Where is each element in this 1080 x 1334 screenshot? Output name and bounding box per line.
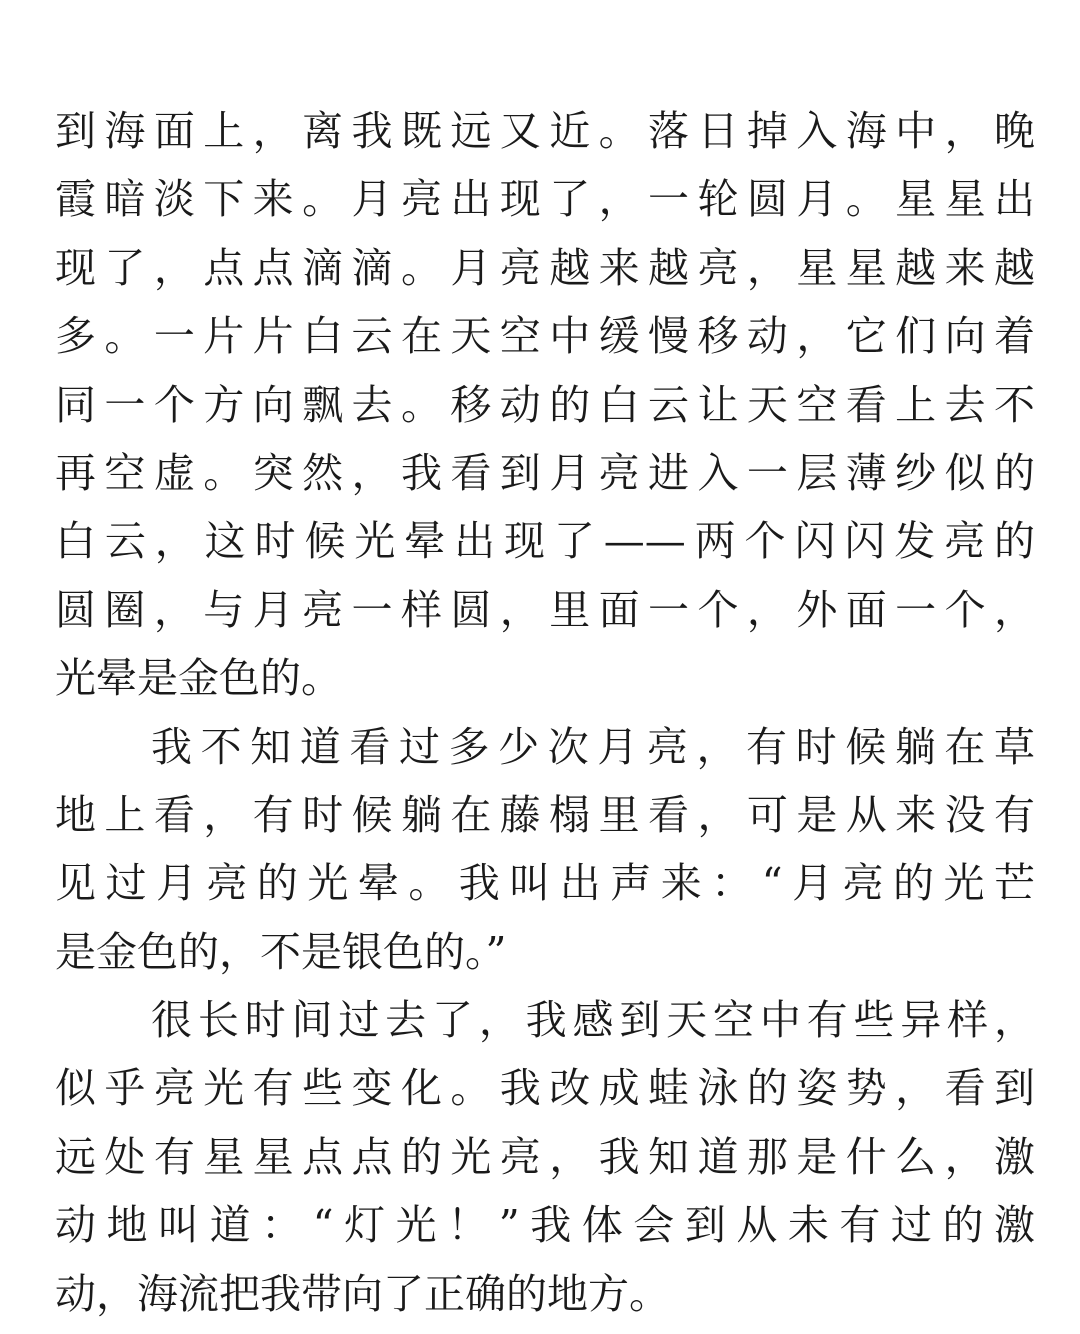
text-line: 是金色的，不是银色的。” (55, 927, 507, 976)
text-line: 多。一片片白云在天空中缓慢移动，它们向着 (55, 312, 1035, 361)
text-line: 动，海流把我带向了正确的地方。 (55, 1269, 670, 1318)
text-line: 远处有星星点点的光亮，我知道那是什么，激 (55, 1132, 1035, 1181)
text-line: 白云，这时候光晕出现了——两个闪闪发亮的 (55, 517, 1035, 566)
text-line: 似乎亮光有些变化。我改成蛙泳的姿势，看到 (55, 1064, 1035, 1113)
text-line: 再空虚。突然，我看到月亮进入一层薄纱似的 (55, 448, 1035, 497)
text-body (55, 97, 1035, 1328)
text-line: 我不知道看过多少次月亮，有时候躺在草 (151, 722, 1035, 771)
text-line: 现了，点点滴滴。月亮越来越亮，星星越来越 (55, 243, 1035, 292)
text-line: 动地叫道：“灯光！”我体会到从未有过的激 (55, 1201, 1035, 1250)
text-line: 很长时间过去了，我感到天空中有些异样， (151, 996, 1035, 1045)
text-line: 同一个方向飘去。移动的白云让天空看上去不 (55, 380, 1035, 429)
text-line: 地上看，有时候躺在藤榻里看，可是从来没有 (55, 790, 1035, 839)
text-line: 圆圈，与月亮一样圆，里面一个，外面一个， (55, 585, 1035, 634)
text-line: 霞暗淡下来。月亮出现了，一轮圆月。星星出 (55, 175, 1035, 224)
text-line: 到海面上，离我既远又近。落日掉入海中，晚 (55, 107, 1035, 155)
text-line: 光晕是金色的。 (55, 654, 342, 703)
text-line: 见过月亮的光晕。我叫出声来：“月亮的光芒 (55, 859, 1035, 908)
